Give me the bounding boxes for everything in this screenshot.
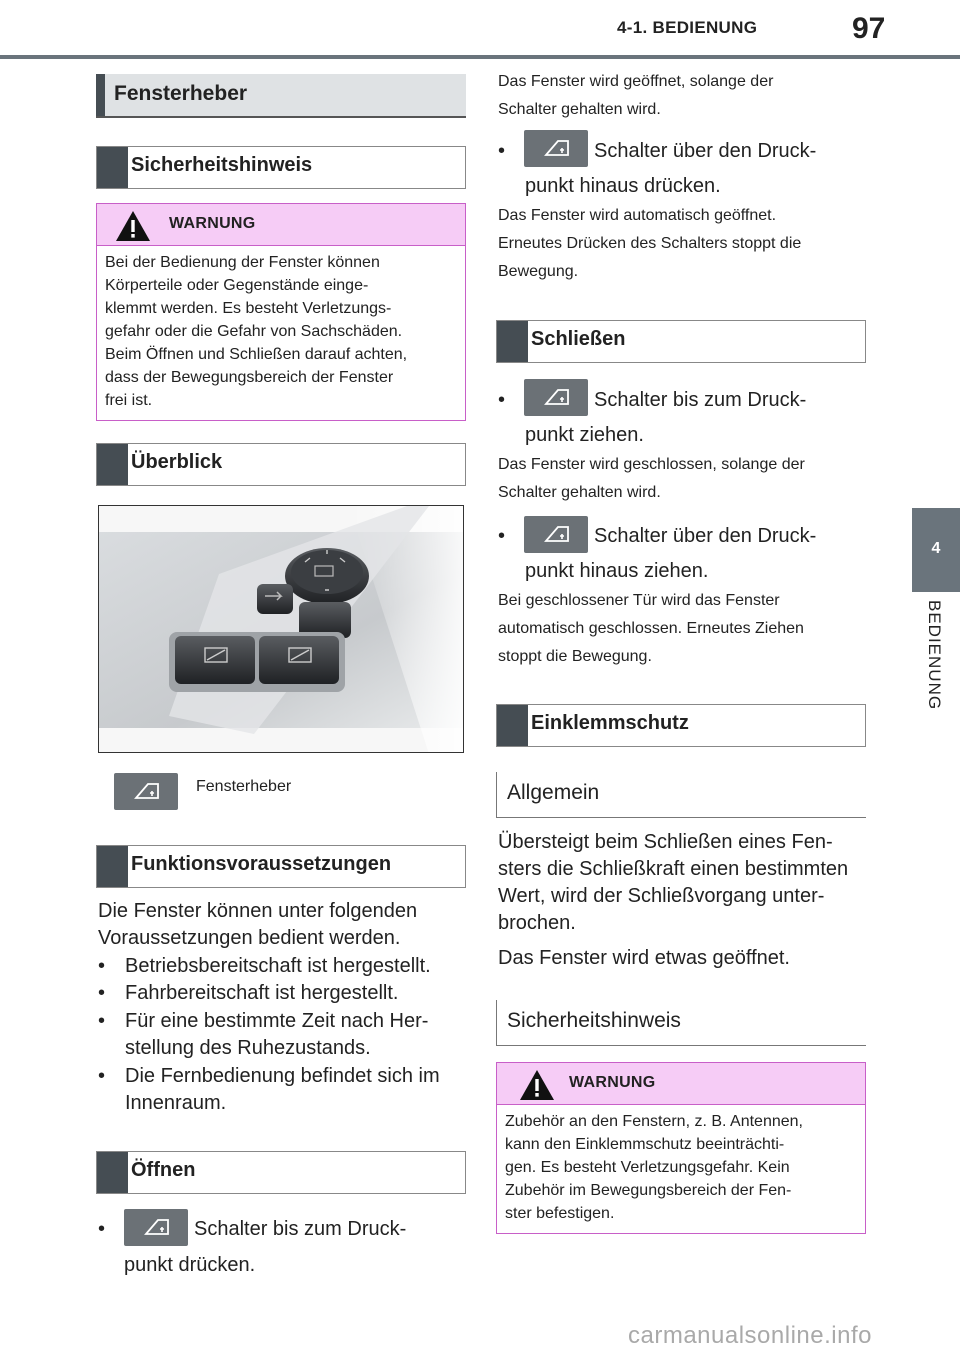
close-item1-line1: Schalter bis zum Druck-: [594, 389, 807, 411]
window-switch-icon: [524, 379, 588, 416]
heading-einklemmschutz: Einklemmschutz: [496, 704, 866, 747]
close-note1: Das Fenster wird geschlossen, solange der Schalter gehalten wird.: [498, 456, 805, 501]
photo-caption: Fensterheber: [196, 778, 292, 795]
page-number: 97: [852, 12, 886, 45]
chapter-label: BEDIENUNG: [925, 600, 944, 711]
open-note: Das Fenster wird geöffnet, solange der Schalter gehalten wird.: [498, 73, 774, 118]
open-item-line2: punkt drücken.: [124, 1254, 256, 1276]
list-bullet: •: [498, 389, 506, 411]
open-item2-line2: punkt hinaus drücken.: [525, 175, 721, 197]
window-switch-icon: [124, 1209, 188, 1246]
header-rule: [0, 55, 960, 59]
warning-title: WARNUNG: [569, 1074, 656, 1091]
warning-title: WARNUNG: [169, 215, 256, 232]
heading-sicherheitshinweis-2: Sicherheitshinweis: [496, 1000, 866, 1046]
warning-text: Zubehör an den Fenstern, z. B. Antennen, kann den Einklemmschutz beeinträchti- gen. Es besteht Verletzungsgefahr. Kein Zubehör im Bewegungsbereich der Fen- ster befestigen.: [505, 1113, 803, 1222]
window-switch-photo: [98, 505, 464, 753]
warning-triangle-icon: [115, 210, 151, 242]
list-bullet: •: [98, 1218, 106, 1240]
list-bullet: •: [498, 525, 506, 547]
general-text2: Das Fenster wird etwas geöffnet.: [498, 947, 790, 969]
chapter-tab[interactable]: [912, 508, 960, 592]
warning-box-2: [496, 1062, 866, 1234]
heading-sicherheitshinweis: Sicherheitshinweis: [96, 146, 466, 189]
warning-triangle-icon: [519, 1069, 555, 1101]
window-switch-icon: [524, 130, 588, 167]
heading-oeffnen: Öffnen: [96, 1151, 466, 1194]
general-text: Übersteigt beim Schließen eines Fen- sters die Schließkraft einen bestimmten Wert, wird der Schließvorgang unter- brochen.: [498, 831, 849, 934]
heading-ueberblick: Überblick: [96, 443, 466, 486]
list-bullet: •: [498, 140, 506, 162]
list-item: • Für eine bestimmte Zeit nach Her- stellung des Ruhezustands.: [98, 1010, 429, 1059]
open-item2-line1: Schalter über den Druck-: [594, 140, 817, 162]
open-item-line1: Schalter bis zum Druck-: [194, 1218, 407, 1240]
window-switch-icon: [114, 773, 178, 810]
warning-box: [96, 203, 466, 421]
warning-text: Bei der Bedienung der Fenster können Körperteile oder Gegenstände einge- klemmt werden. Es besteht Verletzungs- gefahr oder die Gefahr von Sachschäden. Beim Öffnen und Schließen darauf achten, dass der Bewegungsbereich der Fenster frei ist.: [105, 254, 408, 409]
window-switch-icon: [524, 516, 588, 553]
heading-funktionsvoraussetzungen: Funktionsvoraussetzungen: [96, 845, 466, 888]
close-note2: Bei geschlossener Tür wird das Fenster automatisch geschlossen. Erneutes Ziehen stoppt die Bewegung.: [498, 592, 804, 665]
heading-schliessen: Schließen: [496, 320, 866, 363]
functions-intro: Die Fenster können unter folgenden Voraussetzungen bedient werden.: [98, 900, 418, 949]
open-note2: Das Fenster wird automatisch geöffnet. Erneutes Drücken des Schalters stoppt die Bewegung.: [498, 207, 802, 280]
heading-fensterheber: Fensterheber: [96, 74, 466, 118]
close-item2-line1: Schalter über den Druck-: [594, 525, 817, 547]
close-item1-line2: punkt ziehen.: [525, 424, 644, 446]
section-title: 4-1. BEDIENUNG: [617, 18, 758, 37]
list-item: • Die Fernbedienung befindet sich im Innenraum.: [98, 1065, 440, 1114]
close-item2-line2: punkt hinaus ziehen.: [525, 560, 709, 582]
watermark: carmanualsonline.info: [628, 1322, 872, 1349]
chapter-number: 4: [931, 540, 941, 557]
heading-allgemein: Allgemein: [496, 772, 866, 818]
